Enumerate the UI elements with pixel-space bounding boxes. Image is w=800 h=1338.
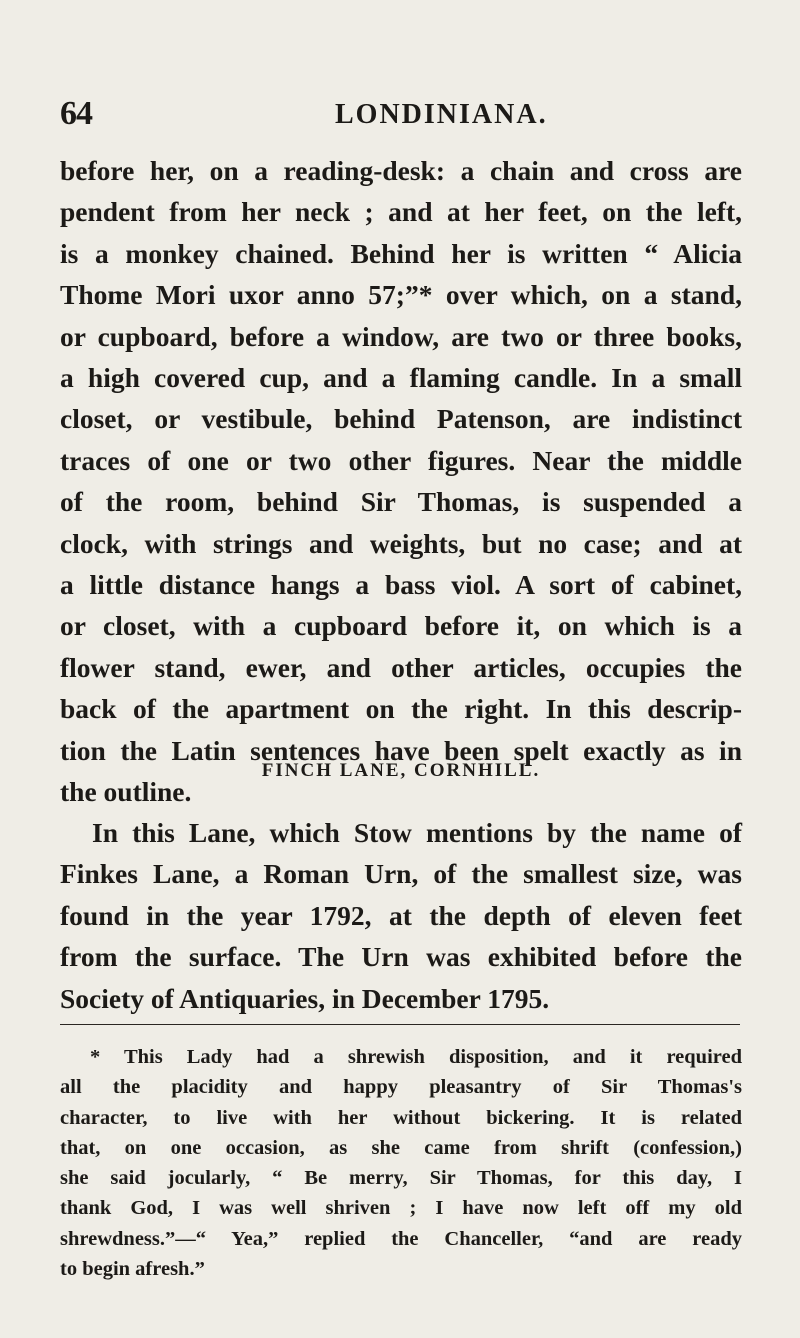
page-header [60, 95, 740, 135]
footnote [60, 1042, 742, 1284]
text-line: clock, with strings and weights, but no case; and at [60, 527, 742, 559]
text-line: or closet, with a cupboard before it, on which is a [60, 610, 742, 642]
footnote-line: that, on one occasion, as she came from shrift (confession,) [60, 1136, 742, 1159]
footnote-line: to begin afresh.” [60, 1258, 205, 1281]
text-line: flower stand, ewer, and other articles, occupies the [60, 651, 742, 683]
text-line: a high covered cup, and a flaming candle. In a small [60, 362, 742, 394]
text-line: traces of one or two other figures. Near the middle [60, 444, 742, 476]
text-line: or cupboard, before a window, are two or three books, [60, 320, 742, 352]
page-number: 64 [60, 95, 92, 132]
text-line: is a monkey chained. Behind her is written “ Alicia [60, 237, 742, 269]
footnote-rule [60, 1024, 740, 1025]
footnote-line: thank God, I was well shriven ; I have now left off my old [60, 1197, 742, 1220]
text-line: from the surface. The Urn was exhibited before the [60, 941, 742, 973]
text-line: a little distance hangs a bass viol. A sort of cabinet, [60, 569, 742, 601]
section-paragraph [60, 812, 742, 1019]
footnote-line: * This Lady had a shrewish disposition, and it required [90, 1046, 742, 1068]
text-line: back of the apartment on the right. In this descrip- [60, 693, 742, 725]
body-paragraph [60, 150, 742, 813]
text-line: closet, or vestibule, behind Patenson, are indistinct [60, 403, 742, 435]
text-line: before her, on a reading-desk: a chain and cross are [60, 155, 742, 186]
running-head: LONDINIANA. [335, 99, 548, 130]
text-line: of the room, behind Sir Thomas, is suspended a [60, 486, 742, 518]
text-line: found in the year 1792, at the depth of eleven feet [60, 899, 742, 931]
text-line: In this Lane, which Stow mentions by the name of [92, 817, 742, 848]
footnote-line: character, to live with her without bickering. It is related [60, 1106, 742, 1129]
text-line: Finkes Lane, a Roman Urn, of the smallest size, was [60, 858, 742, 890]
text-line: Society of Antiquaries, in December 1795. [60, 982, 550, 1014]
text-line: pendent from her neck ; and at her feet, on the left, [60, 196, 742, 228]
footnote-line: shrewdness.”—“ Yea,” replied the Chanceller, “and are ready [60, 1227, 742, 1250]
text-line: Thome Mori uxor anno 57;”* over which, on a stand, [60, 279, 742, 311]
section-heading: FINCH LANE, CORNHILL. [261, 760, 541, 781]
text-line: tion the Latin sentences have been spelt exactly as in [60, 734, 742, 766]
text-line: the outline. [60, 776, 192, 808]
footnote-line: she said jocularly, “ Be merry, Sir Thomas, for this day, I [60, 1167, 742, 1190]
footnote-line: all the placidity and happy pleasantry of Sir Thomas's [60, 1076, 742, 1099]
